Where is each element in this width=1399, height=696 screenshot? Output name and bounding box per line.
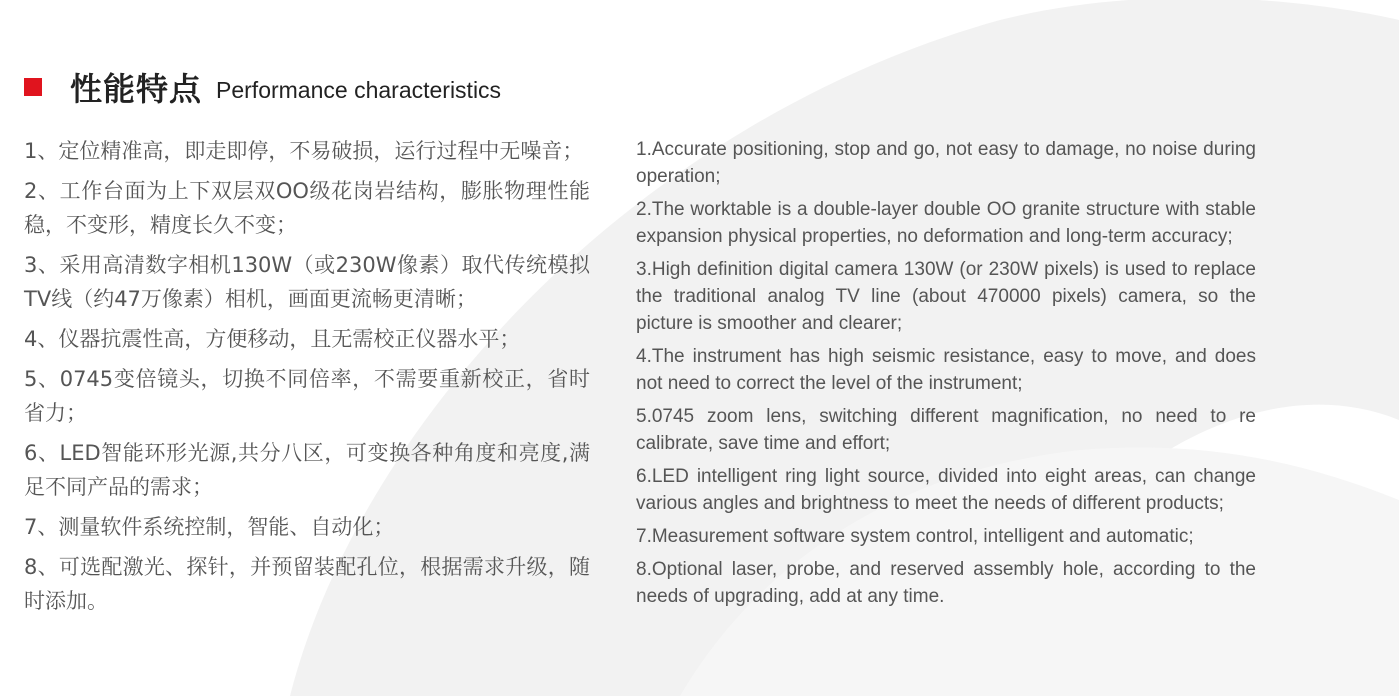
section-header	[24, 62, 501, 112]
features-list-zh	[24, 134, 590, 624]
feature-item-en: 1.Accurate positioning, stop and go, not easy to damage, no noise during operation;	[636, 139, 1256, 187]
feature-item-en: 5.0745 zoom lens, switching different magnification, no need to re calibrate, save time and effort;	[636, 406, 1256, 454]
feature-item-en: 3.High definition digital camera 130W (or 230W pixels) is used to replace the traditional analog TV line (about 470000 pixels) camera, so the picture is smoother and clearer;	[636, 259, 1256, 334]
feature-item-en: 8.Optional laser, probe, and reserved assembly hole, according to the needs of upgrading, add at any time.	[636, 559, 1256, 607]
feature-item-zh: 6、LED智能环形光源,共分八区，可变换各种角度和亮度,满足不同产品的需求；	[24, 441, 590, 499]
section-title-en: Performance characteristics	[216, 76, 502, 103]
feature-item-zh: 4、仪器抗震性高，方便移动，且无需校正仪器水平；	[24, 327, 521, 351]
feature-item-en: 6.LED intelligent ring light source, divided into eight areas, can change various angles and brightness to meet the needs of different products;	[636, 466, 1256, 514]
feature-item-zh: 7、测量软件系统控制，智能、自动化；	[24, 515, 395, 539]
feature-item-en: 7.Measurement software system control, intelligent and automatic;	[636, 526, 1194, 547]
features-list-en	[636, 136, 1256, 616]
feature-item-zh: 3、采用高清数字相机130W（或230W像素）取代传统模拟TV线（约47万像素）相机，画面更流畅更清晰；	[24, 253, 590, 311]
feature-item-en: 2.The worktable is a double-layer double OO granite structure with stable expansion physical properties, no deformation and long-term accuracy;	[636, 199, 1256, 247]
feature-item-zh: 8、可选配激光、探针，并预留装配孔位，根据需求升级，随时添加。	[24, 555, 590, 613]
feature-item-zh: 5、0745变倍镜头，切换不同倍率，不需要重新校正，省时省力；	[24, 367, 590, 425]
red-square-marker	[24, 78, 42, 96]
section-title-zh: 性能特点	[70, 70, 203, 108]
feature-item-zh: 1、定位精准高，即走即停，不易破损，运行过程中无噪音；	[24, 139, 584, 163]
feature-item-zh: 2、工作台面为上下双层双OO级花岗岩结构，膨胀物理性能稳，不变形，精度长久不变；	[24, 179, 590, 237]
feature-item-en: 4.The instrument has high seismic resistance, easy to move, and does not need to correct the level of the instrument;	[636, 346, 1256, 394]
